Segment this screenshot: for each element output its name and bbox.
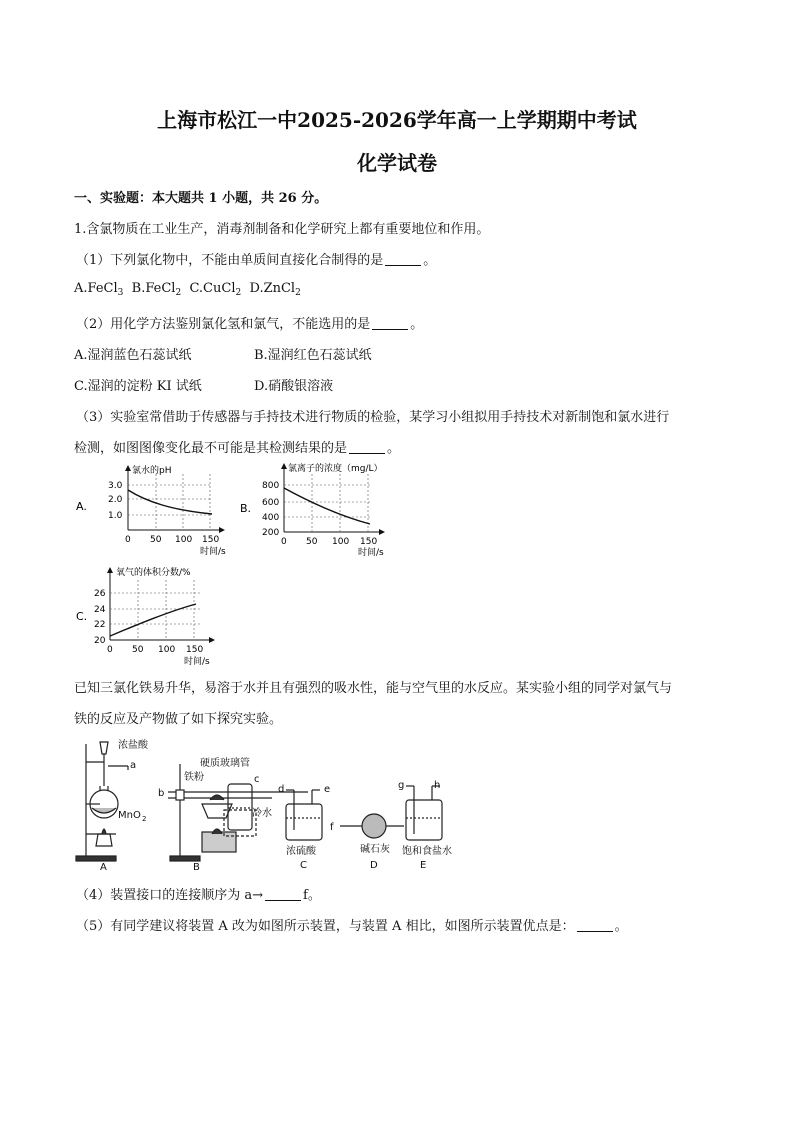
answer-blank[interactable] — [372, 317, 408, 330]
port-d: d — [278, 784, 285, 795]
option-c[interactable]: C.CuCl$_2$ — [189, 281, 242, 298]
port-g: g — [398, 780, 405, 791]
question-1-5: （5）有同学建议将装置 A 改为如图所示装置，与装置 A 相比，如图所示装置优点是： 。 — [76, 919, 628, 934]
port-c: c — [254, 774, 260, 785]
x-tick: 0 — [281, 537, 287, 547]
option-b[interactable]: B.湿润红色石蕊试纸 — [254, 348, 372, 363]
label-soda-lime: 碱石灰 — [360, 844, 390, 855]
x-tick: 50 — [150, 535, 162, 545]
option-a[interactable]: A.FeCl$_3$ — [74, 281, 124, 298]
x-tick: 100 — [332, 537, 350, 547]
graph-a[interactable] — [72, 462, 232, 558]
answer-blank[interactable] — [265, 888, 301, 901]
x-tick: 0 — [107, 645, 113, 655]
answer-blank[interactable] — [385, 253, 421, 266]
graph-label: B. — [240, 502, 252, 515]
y-tick: 800 — [262, 481, 280, 491]
question-1-3-line2: 检测，如图图像变化最不可能是其检测结果的是 。 — [74, 441, 401, 456]
unit-label-a: A — [100, 862, 107, 873]
option-c[interactable]: C.湿润的淀粉 KI 试纸 — [74, 379, 202, 394]
option-a[interactable]: A.湿润蓝色石蕊试纸 — [74, 348, 192, 363]
label-cold-water: 冷水 — [252, 808, 272, 819]
apparatus-diagram — [72, 734, 452, 874]
question-1-2-end: 。 — [410, 317, 424, 332]
answer-blank[interactable] — [577, 919, 613, 932]
x-tick: 50 — [132, 645, 144, 655]
unit-label-e: E — [420, 860, 427, 871]
label-conc-h2so4: 浓硫酸 — [286, 846, 316, 857]
x-tick: 0 — [125, 535, 131, 545]
label-hcl: 浓盐酸 — [118, 740, 148, 751]
y-tick: 600 — [262, 498, 280, 508]
x-tick: 150 — [202, 535, 220, 545]
port-f: f — [330, 822, 334, 833]
question-1-3-line1: （3）实验室常借助于传感器与手持技术进行物质的检验，某学习小组拟用手持技术对新制饱和氯水进行 — [76, 410, 670, 425]
paragraph-line1: 已知三氯化铁易升华，易溶于水并且有强烈的吸水性，能与空气里的水反应。某实验小组的同学对氯气与 — [74, 681, 673, 696]
x-tick: 100 — [175, 535, 193, 545]
label-mno2-sub: 2 — [142, 815, 147, 823]
unit-e — [406, 786, 442, 840]
y-axis-label: 氯离子的浓度（mg/L） — [288, 464, 383, 474]
y-tick: 22 — [94, 620, 106, 630]
unit-label-c: C — [300, 860, 307, 871]
unit-a — [76, 742, 128, 861]
question-1-2 — [76, 313, 423, 332]
x-tick: 150 — [360, 537, 378, 547]
label-iron: 铁粉 — [184, 772, 204, 783]
exam-subtitle: 化学试卷 — [357, 151, 437, 175]
question-intro: 1.含氯物质在工业生产，消毒剂制备和化学研究上都有重要地位和作用。 — [74, 222, 490, 237]
y-tick: 26 — [94, 589, 106, 599]
unit-label-d: D — [370, 860, 378, 871]
port-a: a — [130, 760, 137, 771]
label-tube: 硬质玻璃管 — [200, 758, 250, 769]
graph-curve — [284, 488, 370, 524]
x-axis-label: 时间/s — [200, 547, 226, 557]
question-1-1-end: 。 — [423, 253, 437, 268]
graph-label: A. — [76, 500, 87, 513]
port-h: h — [434, 780, 441, 791]
label-mno2: MnO — [118, 810, 141, 821]
y-axis-label: 氯水的pH — [132, 466, 172, 476]
answer-blank[interactable] — [349, 441, 385, 454]
graph-curve — [128, 490, 212, 514]
question-1-1-stem: （1）下列氯化物中，不能由单质间直接化合制得的是 — [76, 253, 384, 268]
option-d[interactable]: D.ZnCl$_2$ — [249, 281, 301, 298]
paragraph-line2: 铁的反应及产物做了如下探究实验。 — [74, 712, 283, 727]
x-axis-label: 时间/s — [184, 657, 210, 667]
x-tick: 50 — [306, 537, 318, 547]
y-tick: 200 — [262, 528, 280, 538]
graph-label: C. — [76, 610, 88, 623]
question-1-4: （4）装置接口的连接顺序为 a→ f。 — [76, 888, 321, 903]
x-axis-label: 时间/s — [358, 548, 384, 558]
option-b[interactable]: B.FeCl$_2$ — [131, 281, 182, 298]
y-tick: 3.0 — [108, 481, 123, 491]
section-heading: 一、实验题：本大题共 1 小题，共 26 分。 — [74, 191, 328, 206]
y-axis-label: 氧气的体积分数/% — [116, 568, 191, 578]
unit-c — [286, 790, 322, 840]
port-b: b — [158, 788, 165, 799]
graph-c[interactable] — [72, 564, 232, 670]
question-1-1 — [76, 249, 436, 268]
unit-label-b: B — [193, 862, 200, 873]
unit-d — [340, 814, 404, 838]
port-e: e — [324, 784, 331, 795]
y-tick: 1.0 — [108, 511, 123, 521]
graph-b[interactable] — [236, 460, 396, 558]
label-brine: 饱和食盐水 — [402, 846, 452, 857]
y-tick: 2.0 — [108, 495, 123, 505]
y-tick: 20 — [94, 636, 106, 646]
option-d[interactable]: D.硝酸银溶液 — [254, 379, 334, 394]
question-1-2-stem: （2）用化学方法鉴别氯化氢和氯气，不能选用的是 — [76, 317, 371, 332]
y-tick: 400 — [262, 513, 280, 523]
x-tick: 150 — [186, 645, 204, 655]
y-tick: 24 — [94, 605, 106, 615]
exam-title: 上海市松江一中2025-2026学年高一上学期期中考试 — [157, 108, 637, 132]
question-1-1-options — [74, 281, 301, 298]
x-tick: 100 — [158, 645, 176, 655]
